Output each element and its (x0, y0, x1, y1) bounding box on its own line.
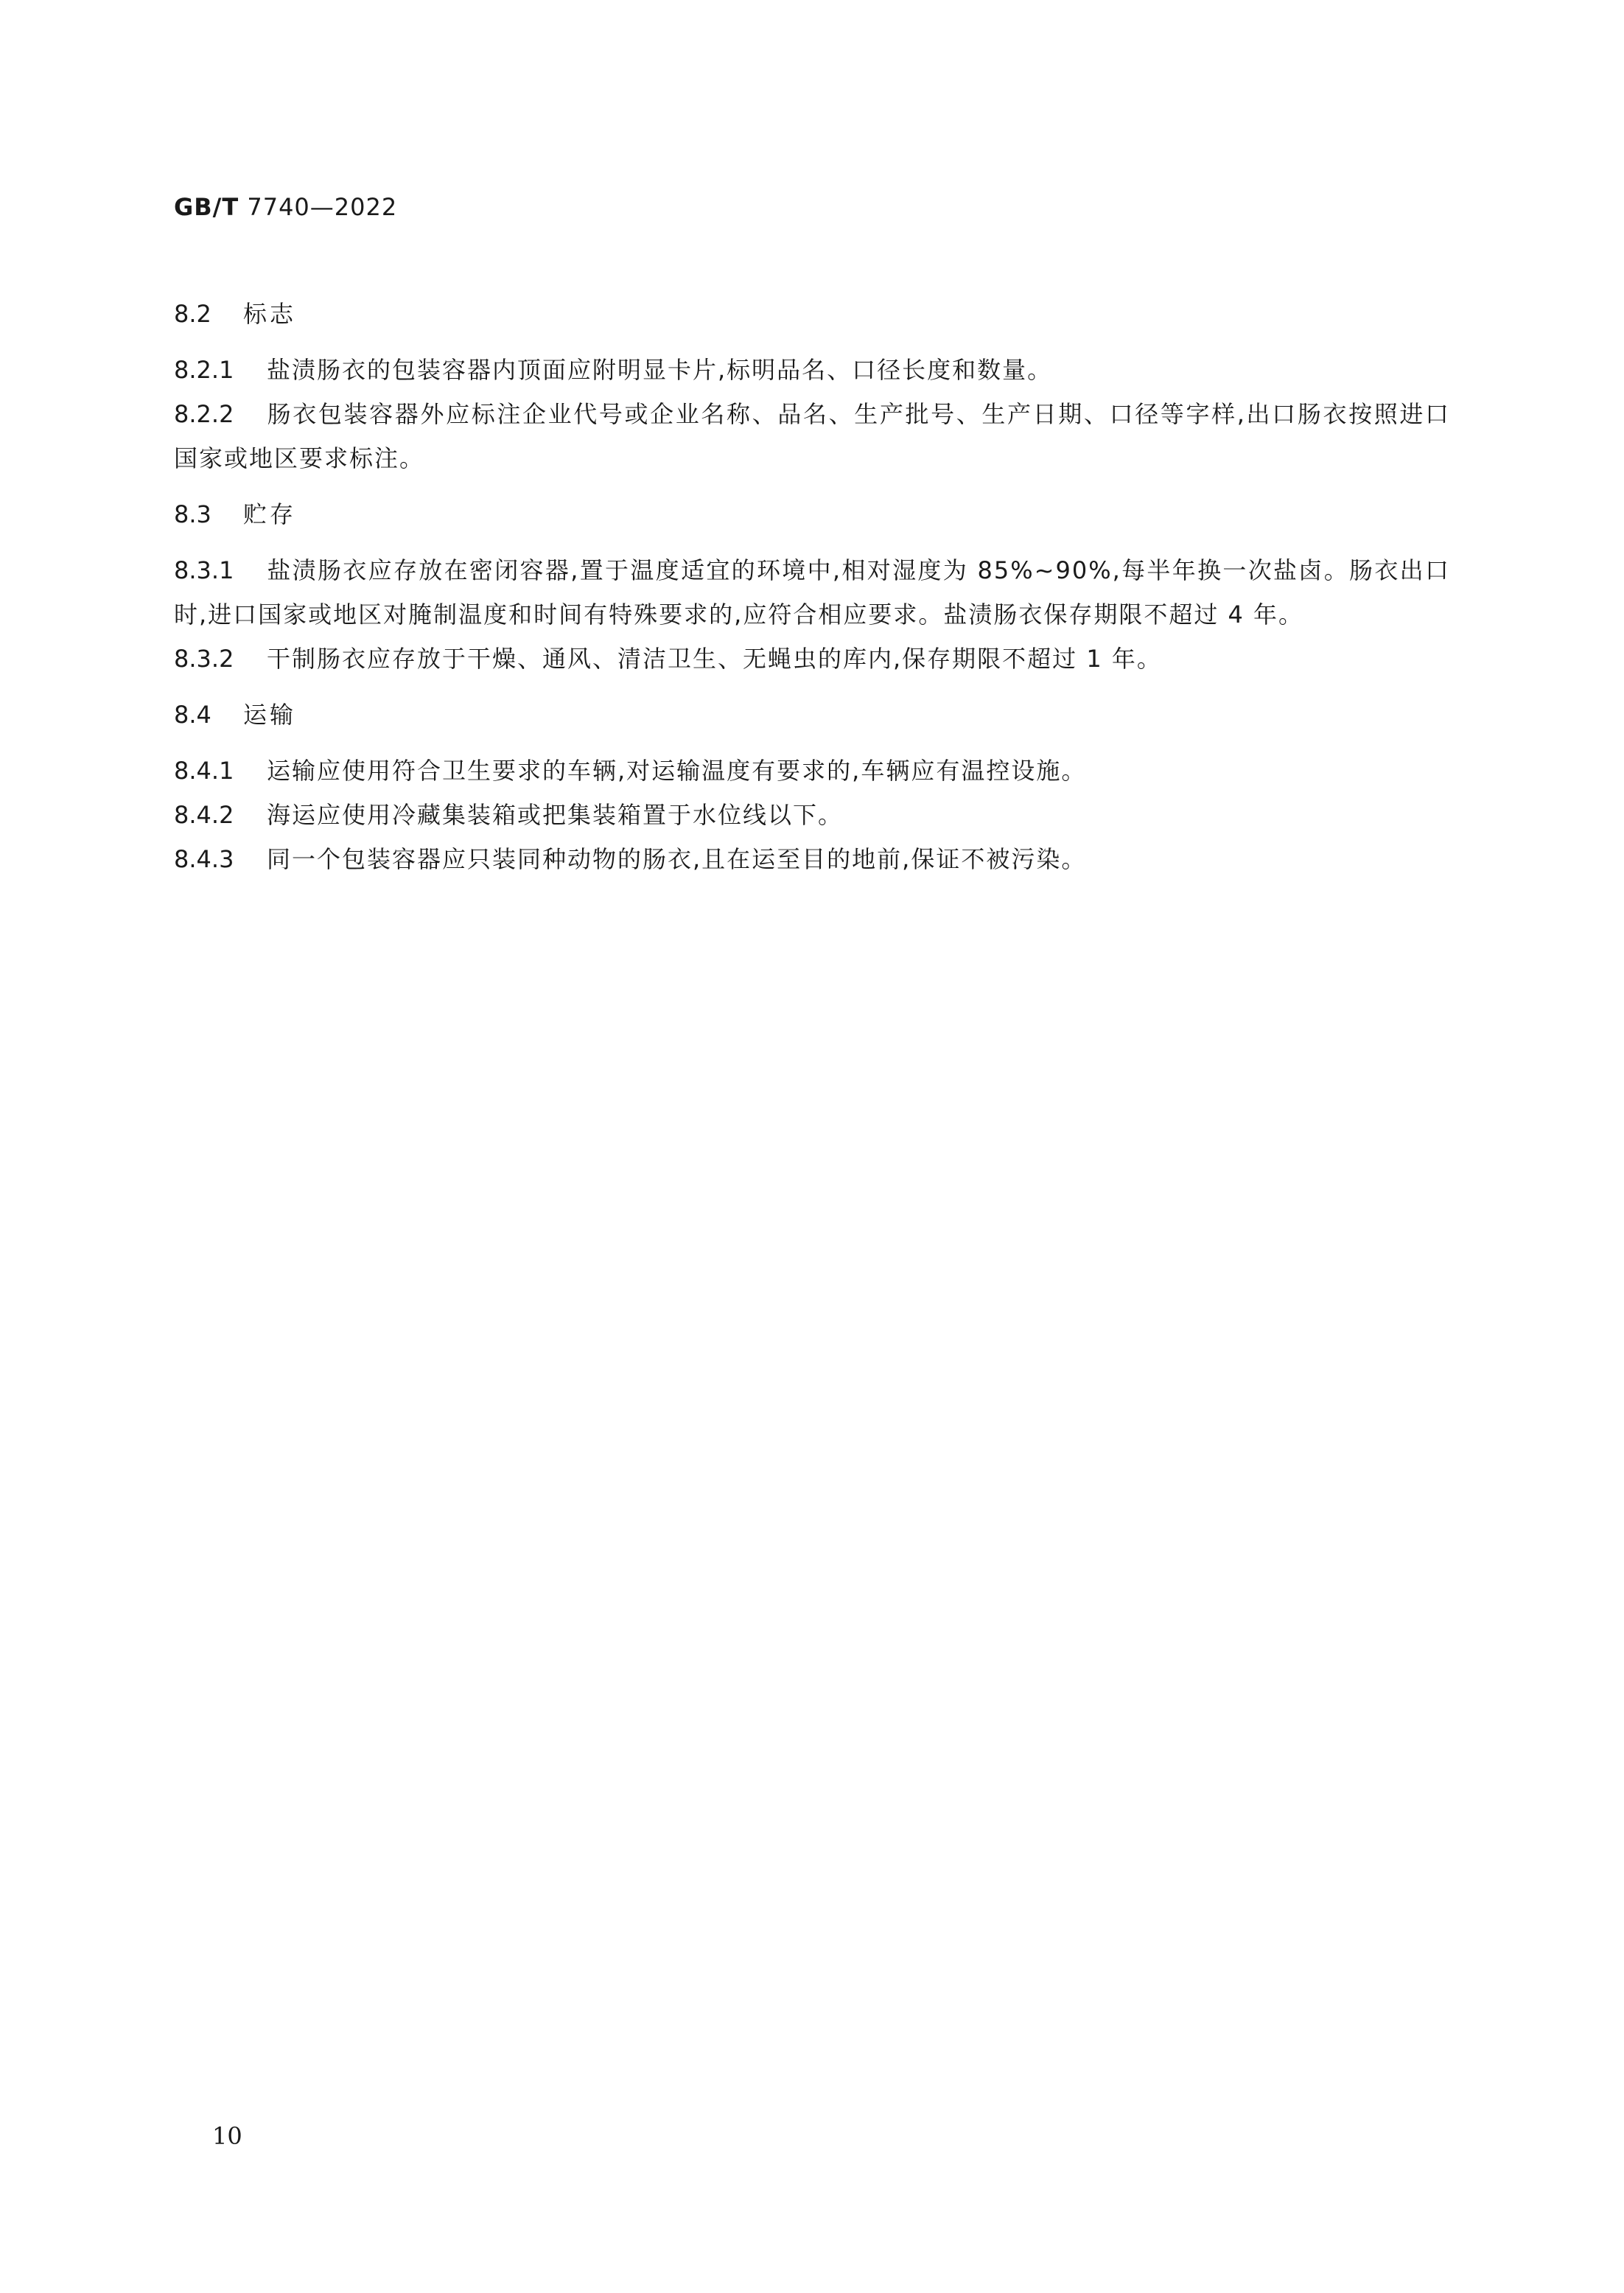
clause-8-3-2 (174, 637, 1450, 681)
section-title: 标志 (243, 300, 297, 328)
clause-8-4-2 (174, 793, 1450, 837)
section-heading-8-3 (174, 492, 1450, 536)
clause-8-2-2 (174, 392, 1450, 480)
clause-number: 8.4.3 (174, 845, 234, 873)
clause-text: 运输应使用符合卫生要求的车辆,对运输温度有要求的,车辆应有温控设施。 (267, 757, 1087, 785)
clause-number: 8.2.2 (174, 400, 234, 428)
section-number: 8.3 (174, 500, 211, 528)
clause-8-3-1 (174, 548, 1450, 637)
clause-text: 干制肠衣应存放于干燥、通风、清洁卫生、无蝇虫的库内,保存期限不超过 1 年。 (267, 645, 1162, 673)
clause-number: 8.4.2 (174, 801, 234, 829)
clause-number: 8.3.2 (174, 645, 234, 673)
clause-text: 海运应使用冷藏集装箱或把集装箱置于水位线以下。 (267, 801, 844, 829)
clause-text: 盐渍肠衣的包装容器内顶面应附明显卡片,标明品名、口径长度和数量。 (267, 356, 1053, 384)
clause-text: 盐渍肠衣应存放在密闭容器,置于温度适宜的环境中,相对湿度为 85%~90%,每半年换一次盐卤。肠衣出口时,进口国家或地区对腌制温度和时间有特殊要求的,应符合相应要求。盐渍肠衣保存期限不超过 4 年。 (174, 556, 1450, 629)
clause-number: 8.4.1 (174, 757, 234, 785)
section-number: 8.2 (174, 300, 211, 328)
clause-8-4-3 (174, 837, 1450, 881)
section-title: 贮存 (243, 500, 297, 528)
page-header (174, 193, 397, 221)
standard-prefix: GB/T (174, 193, 239, 221)
section-heading-8-4 (174, 693, 1450, 737)
clause-8-2-1 (174, 348, 1450, 392)
section-heading-8-2 (174, 292, 1450, 336)
standard-number: 7740—2022 (247, 193, 398, 221)
document-body (174, 292, 1450, 881)
clause-text: 同一个包装容器应只装同种动物的肠衣,且在运至目的地前,保证不被污染。 (267, 845, 1087, 873)
clause-number: 8.2.1 (174, 356, 234, 384)
clause-number: 8.3.1 (174, 556, 234, 584)
clause-text: 肠衣包装容器外应标注企业代号或企业名称、品名、生产批号、生产日期、口径等字样,出口肠衣按照进口国家或地区要求标注。 (174, 400, 1450, 472)
page-number: 10 (212, 2122, 242, 2150)
section-number: 8.4 (174, 701, 211, 729)
clause-8-4-1 (174, 749, 1450, 793)
section-title: 运输 (243, 701, 297, 729)
